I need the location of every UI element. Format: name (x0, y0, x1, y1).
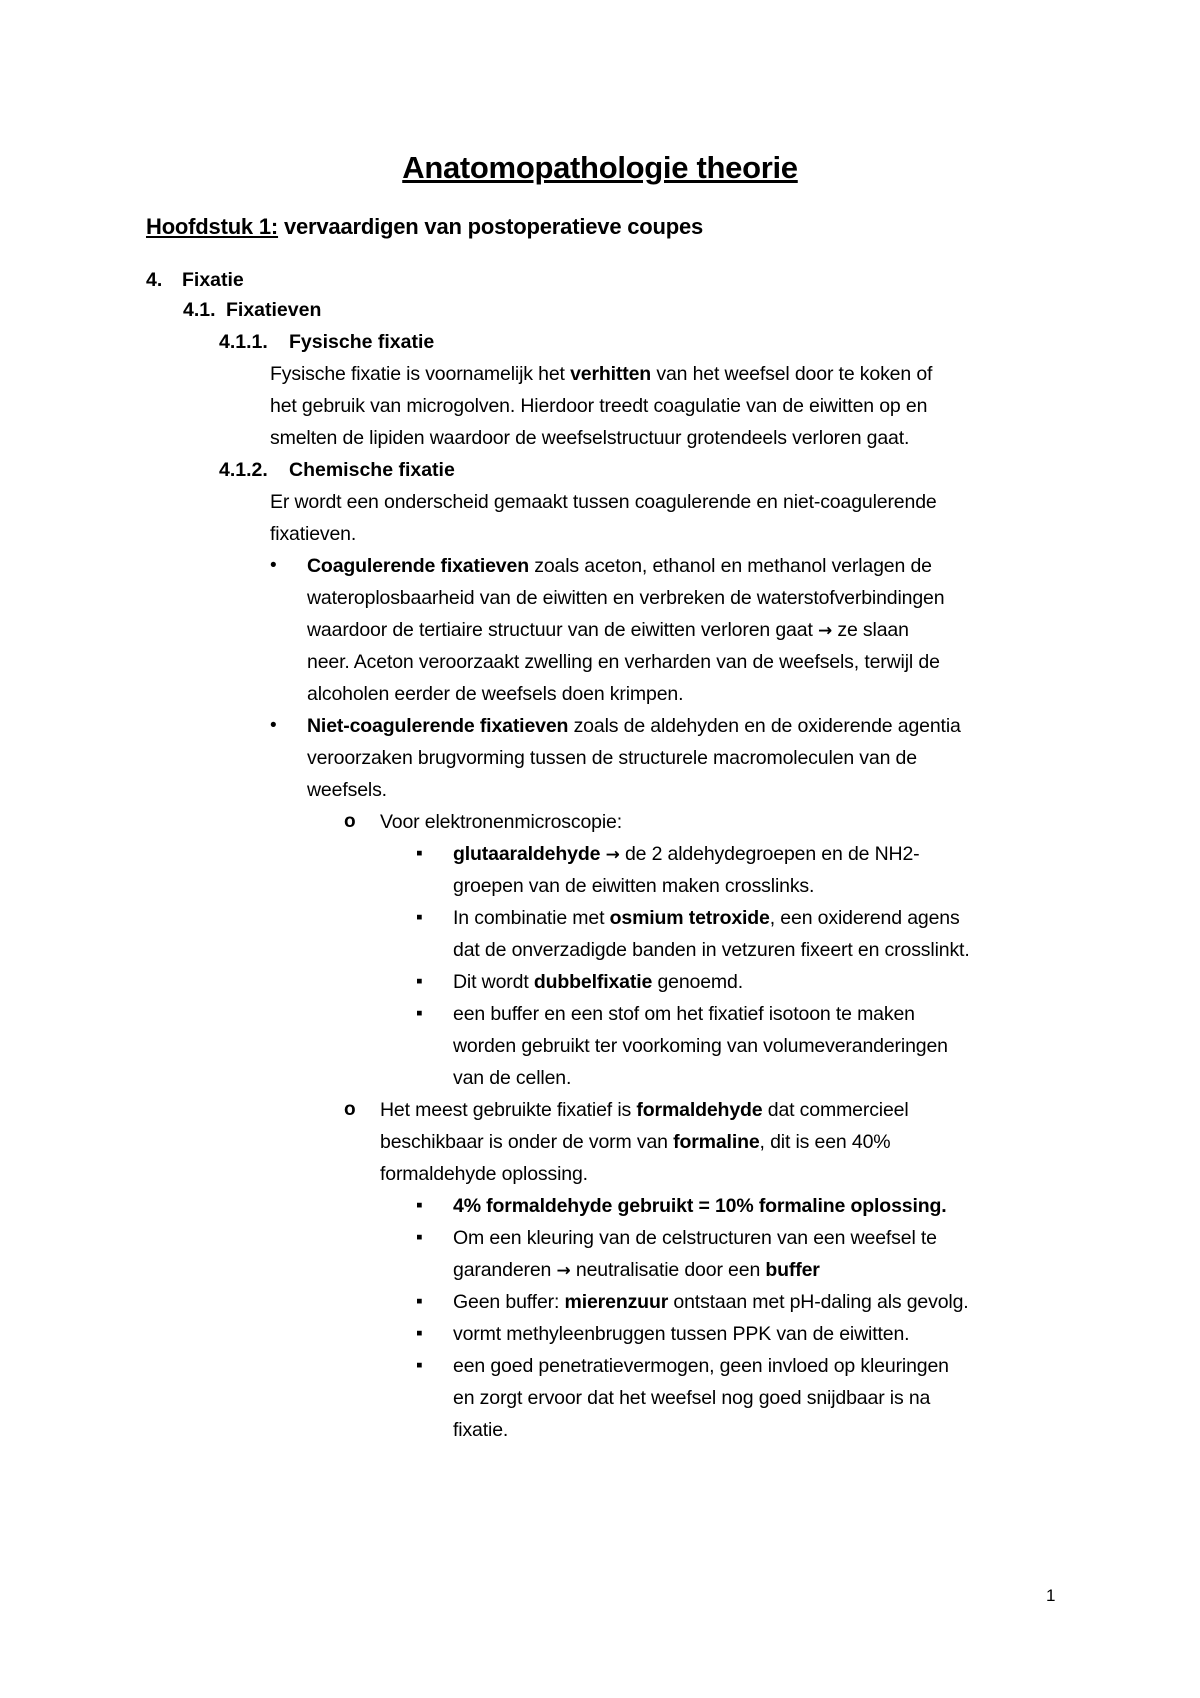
text-run: Geen buffer: (453, 1291, 565, 1313)
form-a-line: 4% formaldehyde gebruikt = 10% formaline oplossing. (453, 1195, 947, 1217)
bullet-dot: • (270, 715, 277, 736)
text-run: de 2 aldehydegroepen en de NH2- (619, 843, 920, 865)
text-run: dat commercieel (762, 1099, 909, 1121)
chemisch-line-1: Er wordt een onderscheid gemaakt tussen coagulerende en niet-coagulerende (270, 491, 937, 513)
fysisch-line-1 (270, 358, 932, 390)
coag-line-2: wateroplosbaarheid van de eiwitten en verbreken de waterstofverbindingen (307, 587, 945, 609)
bullet-square: ▪ (416, 1227, 423, 1248)
text-run: neutralisatie door een (570, 1259, 766, 1281)
text-run: beschikbaar is onder de vorm van (380, 1131, 674, 1153)
bullet-square: ▪ (416, 907, 423, 928)
text-run: Fysische fixatie is voornamelijk het (270, 363, 571, 385)
section-4-1-title: Fixatieven (226, 299, 322, 321)
text-run-bold: formaline (673, 1131, 760, 1153)
coag-line-1 (307, 550, 932, 582)
text-run: ontstaan met pH-daling als gevolg. (668, 1291, 969, 1313)
bullet-square: ▪ (416, 843, 423, 864)
bullet-square: ▪ (416, 1291, 423, 1312)
text-run-bold: mierenzuur (564, 1291, 669, 1313)
fysisch-line-2: het gebruik van microgolven. Hierdoor treedt coagulatie van de eiwitten op en (270, 395, 928, 417)
section-4-1-2-title: Chemische fixatie (289, 459, 455, 481)
bullet-circle: o (344, 811, 356, 832)
section-4-number: 4. (146, 269, 163, 291)
em-c-line-1 (453, 966, 743, 998)
text-run-bold: formaldehyde (636, 1099, 763, 1121)
section-4-1-number: 4.1. (183, 299, 216, 321)
niet-line-3: weefsels. (307, 779, 387, 801)
em-b-line-1 (453, 902, 960, 934)
em-d-line-2: worden gebruikt ter voorkoming van volumeveranderingen (453, 1035, 948, 1057)
arrow-icon: → (605, 845, 620, 865)
text-run-bold: glutaaraldehyde (453, 843, 606, 865)
bullet-square: ▪ (416, 1323, 423, 1344)
form-c-line (453, 1286, 969, 1318)
form-d-line: vormt methyleenbruggen tussen PPK van de eiwitten. (453, 1323, 910, 1345)
coag-line-5: alcoholen eerder de weefsels doen krimpen. (307, 683, 684, 705)
coag-line-3 (307, 614, 909, 647)
document-title: Anatomopathologie theorie (402, 150, 798, 185)
form-line-3: formaldehyde oplossing. (380, 1163, 588, 1185)
chapter-label: Hoofdstuk 1: (146, 214, 279, 239)
coag-line-4: neer. Aceton veroorzaakt zwelling en verharden van de weefsels, terwijl de (307, 651, 940, 673)
text-run: , dit is een 40% (759, 1131, 891, 1153)
text-run: zoals aceton, ethanol en methanol verlagen de (528, 555, 932, 577)
text-run: Het meest gebruikte fixatief is (380, 1099, 637, 1121)
em-a-line-1 (453, 838, 920, 871)
bullet-square: ▪ (416, 1003, 423, 1024)
text-run-bold: buffer (765, 1259, 820, 1281)
text-run: In combinatie met (453, 907, 610, 929)
form-e-line-3: fixatie. (453, 1419, 509, 1441)
em-d-line-3: van de cellen. (453, 1067, 572, 1089)
page-number: 1 (1046, 1586, 1056, 1605)
text-run: ze slaan (832, 619, 909, 641)
section-4-1-1-title: Fysische fixatie (289, 331, 435, 353)
bullet-square: ▪ (416, 1355, 423, 1376)
chapter-text: vervaardigen van postoperatieve coupes (278, 214, 704, 239)
form-line-2 (380, 1126, 890, 1158)
fysisch-line-3: smelten de lipiden waardoor de weefselstructuur grotendeels verloren gaat. (270, 427, 910, 449)
text-run-bold: verhitten (570, 363, 652, 385)
bullet-dot: • (270, 555, 277, 576)
form-line-1 (380, 1094, 909, 1126)
chemisch-line-2: fixatieven. (270, 523, 357, 545)
form-e-line-1: een goed penetratievermogen, geen invloed op kleuringen (453, 1355, 949, 1377)
section-4-1-1-number: 4.1.1. (219, 331, 268, 353)
form-b-line-2 (453, 1254, 820, 1287)
bullet-square: ▪ (416, 1195, 423, 1216)
text-run-bold: Niet-coagulerende fixatieven (307, 715, 569, 737)
section-4-1-2-number: 4.1.2. (219, 459, 268, 481)
em-b-line-2: dat de onverzadigde banden in vetzuren fixeert en crosslinkt. (453, 939, 970, 961)
em-a-line-2: groepen van de eiwitten maken crosslinks. (453, 875, 815, 897)
text-run: waardoor de tertiaire structuur van de eiwitten verloren gaat (307, 619, 818, 641)
bullet-circle: o (344, 1099, 356, 1120)
text-run-bold: dubbelfixatie (533, 971, 653, 993)
text-run: zoals de aldehyden en de oxiderende agentia (568, 715, 961, 737)
em-heading: Voor elektronenmicroscopie: (380, 811, 622, 833)
form-e-line-2: en zorgt ervoor dat het weefsel nog goed snijdbaar is na (453, 1387, 931, 1409)
bullet-square: ▪ (416, 971, 423, 992)
text-run: , een oxiderend agens (769, 907, 960, 929)
em-d-line-1: een buffer en een stof om het fixatief isotoon te maken (453, 1003, 915, 1025)
chapter-heading (146, 214, 703, 240)
niet-line-1 (307, 710, 961, 742)
form-b-line-1: Om een kleuring van de celstructuren van een weefsel te (453, 1227, 937, 1249)
arrow-icon: → (817, 621, 833, 641)
text-run: garanderen (453, 1259, 557, 1281)
text-run: Dit wordt (453, 971, 534, 993)
text-run-bold: osmium tetroxide (609, 907, 770, 929)
text-run: van het weefsel door te koken of (651, 363, 933, 385)
text-run: genoemd. (652, 971, 743, 993)
section-4-title: Fixatie (182, 269, 244, 291)
niet-line-2: veroorzaken brugvorming tussen de structurele macromoleculen van de (307, 747, 917, 769)
arrow-icon: → (556, 1261, 571, 1281)
text-run-bold: Coagulerende fixatieven (307, 555, 529, 577)
